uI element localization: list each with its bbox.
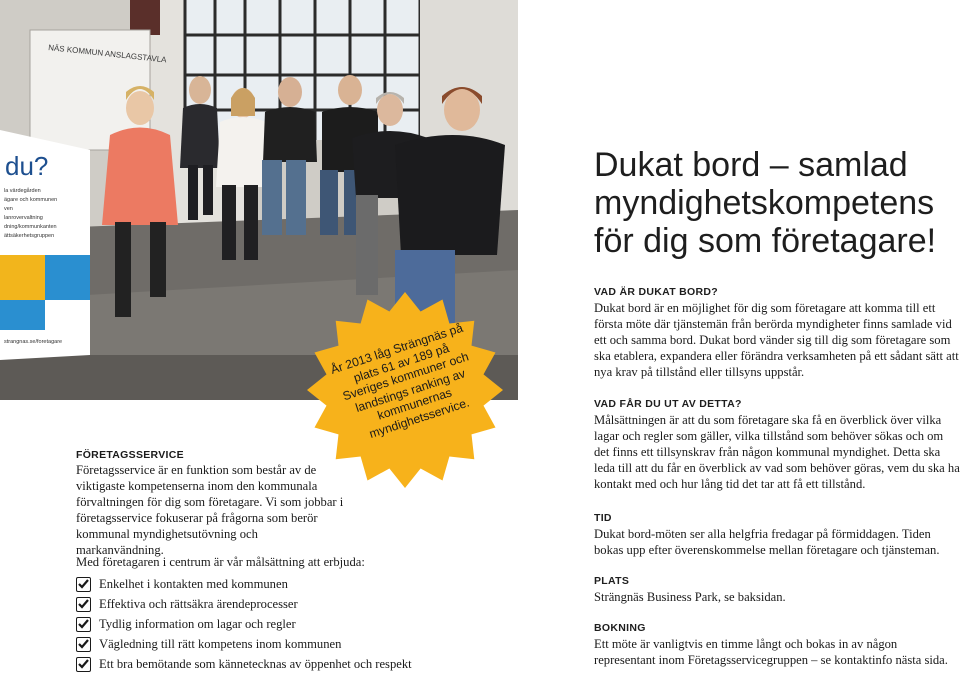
poster-heading: NÄS KOMMUN ANSLAGSTAVLA — [47, 43, 167, 65]
section-vad-far — [594, 398, 960, 492]
checkmark-icon — [76, 657, 91, 672]
section-body: Strängnäs Business Park, se baksidan. — [594, 590, 786, 604]
sign-footer-text: strangnas.se/foretagare — [4, 339, 63, 345]
sign-line: ägare och kommunen — [4, 197, 58, 203]
foretagsservice-body: Företagsservice är en funktion som består av de viktigaste kompetenserna inom den kommunala förvaltningen för dig som företagare. Vi som jobbar i företagsservice fokuserar på frågorna som berör kommunal myndighetsutövning och markanvändning. — [76, 463, 344, 557]
sign-line: la värdegården — [4, 188, 41, 194]
sign-line: ättsäkerhetsgruppen — [4, 233, 55, 239]
section-bokning — [594, 622, 960, 668]
section-body: Dukat bord-möten ser alla helgfria fredagar på förmiddagen. Tiden bokas upp efter överenskommelse mellan företagare och tjänsteman. — [594, 527, 940, 557]
section-heading: PLATS — [594, 575, 630, 587]
list-item-label: Effektiva och rättsäkra ärendeprocesser — [99, 596, 298, 611]
list-item — [76, 654, 412, 674]
list-item — [76, 634, 412, 654]
section-heading: VAD FÅR DU UT AV DETTA? — [594, 398, 742, 410]
checkmark-icon — [76, 617, 91, 632]
sign-large-text: du? — [5, 151, 49, 181]
starburst-text: År 2013 låg Strängnäs på plats 61 av 189 på Sveriges kommuner och landstings ranking av kommunernas myndighetsservice. — [328, 320, 471, 441]
section-heading: BOKNING — [594, 622, 646, 634]
list-item-label: Tydlig information om lagar och regler — [99, 616, 296, 631]
section-heading: VAD ÄR DUKAT BORD? — [594, 286, 719, 298]
sign-line: lanrovervaltning — [4, 215, 43, 221]
section-vad-ar — [594, 286, 960, 380]
sign-line: dning/kommunkanten — [4, 224, 57, 230]
foretagsservice-heading: FÖRETAGSSERVICE — [76, 449, 184, 461]
list-item-label: Enkelhet i kontakten med kommunen — [99, 576, 288, 591]
list-item — [76, 614, 412, 634]
checkmark-icon — [76, 637, 91, 652]
section-tid — [594, 512, 960, 558]
section-body: Dukat bord är en möjlighet för dig som företagare att komma till ett första möte där tjänstemän från berörda myndigheter finns samlade vid ett och samma bord. Dukat bord vänder sig till dig som företagare som ska etablera, expandera eller förändra verksamheten på ett sådant sätt att nya krav på tillstånd eller tillsyns uppstår. — [594, 301, 959, 379]
sign-line: ven — [4, 206, 13, 212]
section-body: Målsättningen är att du som företagare ska få en överblick över vilka lagar och regler som gäller, vilka tillstånd som behöver sökas och om det finns ett tillsynskrav från någon kommunal myndighet. Detta ska leda till att du får en överblick av vad som behöver göras, vem du ska ha kontakt med och hur lång tid det tar att få ett tillstånd. — [594, 413, 960, 491]
section-body: Ett möte är vanligtvis en timme långt och bokas in av någon representant inom Företagsservicegruppen – se kontaktinfo nästa sida. — [594, 637, 948, 667]
list-item — [76, 594, 412, 614]
section-plats — [594, 575, 960, 605]
checkmark-icon — [76, 597, 91, 612]
list-item-label: Vägledning till rätt kompetens inom kommunen — [99, 636, 342, 651]
list-item — [76, 574, 412, 594]
benefit-checklist — [76, 574, 412, 674]
page-title: Dukat bord – samlad myndighetskompetens för dig som företagare! — [594, 146, 937, 260]
intro-text: Med företagaren i centrum är vår målsättning att erbjuda: — [76, 555, 365, 569]
section-heading: TID — [594, 512, 612, 524]
list-item-label: Ett bra bemötande som kännetecknas av öppenhet och respekt — [99, 656, 412, 671]
checkmark-icon — [76, 577, 91, 592]
